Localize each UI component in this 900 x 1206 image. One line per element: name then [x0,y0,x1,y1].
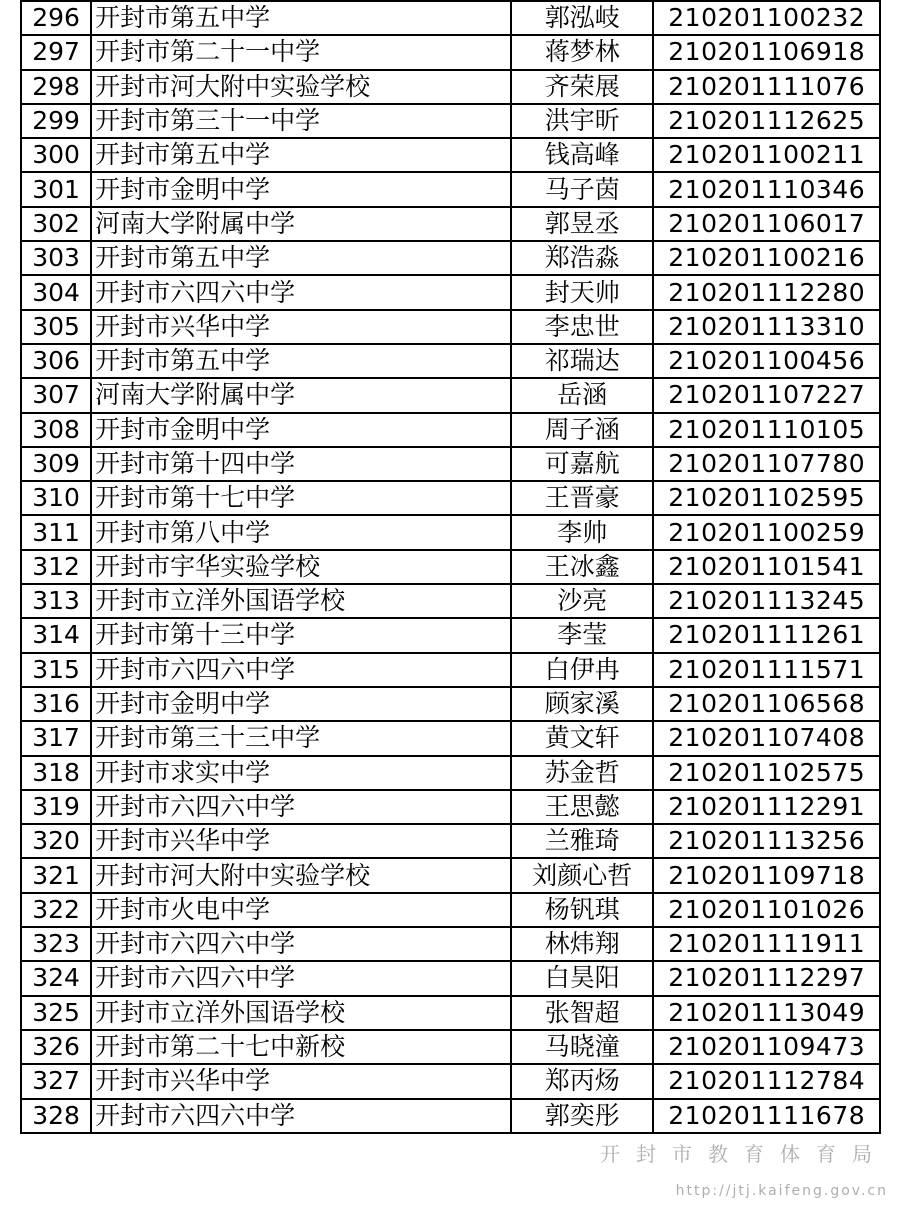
student-id-cell: 210201111678 [653,1099,880,1133]
table-row [21,756,880,790]
school-cell: 开封市六四六中学 [91,275,511,309]
student-id-cell: 210201113310 [653,310,880,344]
student-name-cell: 马子茵 [511,172,653,206]
student-id-cell: 210201100456 [653,344,880,378]
table-row [21,721,880,755]
school-cell: 开封市六四六中学 [91,961,511,995]
student-name-cell: 王冰鑫 [511,550,653,584]
student-name-cell: 王思懿 [511,790,653,824]
table-row [21,687,880,721]
student-id-cell: 210201106568 [653,687,880,721]
rank-cell: 300 [21,138,91,172]
student-id-cell: 210201107227 [653,378,880,412]
student-id-cell: 210201113245 [653,584,880,618]
student-name-cell: 郭昱丞 [511,207,653,241]
student-name-cell: 兰雅琦 [511,824,653,858]
rank-cell: 314 [21,618,91,652]
rank-cell: 320 [21,824,91,858]
table-row [21,584,880,618]
school-cell: 开封市兴华中学 [91,1064,511,1098]
rank-cell: 311 [21,515,91,549]
table-row [21,35,880,69]
student-id-cell: 210201112297 [653,961,880,995]
rank-cell: 326 [21,1030,91,1064]
school-cell: 开封市第五中学 [91,344,511,378]
student-id-cell: 210201109473 [653,1030,880,1064]
rank-cell: 298 [21,70,91,104]
student-name-cell: 李莹 [511,618,653,652]
rank-cell: 316 [21,687,91,721]
rank-cell: 317 [21,721,91,755]
student-id-cell: 210201101026 [653,893,880,927]
student-name-cell: 黄文轩 [511,721,653,755]
school-cell: 开封市六四六中学 [91,653,511,687]
table-row [21,618,880,652]
school-cell: 开封市第三十三中学 [91,721,511,755]
student-id-cell: 210201113049 [653,996,880,1030]
school-cell: 开封市求实中学 [91,756,511,790]
rank-cell: 325 [21,996,91,1030]
student-id-cell: 210201112291 [653,790,880,824]
school-cell: 开封市第三十一中学 [91,104,511,138]
school-cell: 开封市河大附中实验学校 [91,70,511,104]
rank-cell: 304 [21,275,91,309]
student-id-cell: 210201110346 [653,172,880,206]
school-cell: 开封市第五中学 [91,241,511,275]
student-name-cell: 郭泓岐 [511,1,653,35]
school-cell: 开封市金明中学 [91,172,511,206]
rank-cell: 297 [21,35,91,69]
student-name-cell: 白伊冉 [511,653,653,687]
school-cell: 开封市第十七中学 [91,481,511,515]
rank-cell: 324 [21,961,91,995]
watermark [598,1140,888,1202]
student-id-cell: 210201113256 [653,824,880,858]
school-cell: 河南大学附属中学 [91,378,511,412]
student-id-cell: 210201111571 [653,653,880,687]
table-row [21,550,880,584]
roster-body [21,1,880,1133]
student-id-cell: 210201100232 [653,1,880,35]
school-cell: 开封市六四六中学 [91,927,511,961]
school-cell: 河南大学附属中学 [91,207,511,241]
student-name-cell: 张智超 [511,996,653,1030]
table-row [21,207,880,241]
table-row [21,824,880,858]
student-id-cell: 210201112784 [653,1064,880,1098]
rank-cell: 309 [21,447,91,481]
student-name-cell: 郑丙炀 [511,1064,653,1098]
school-cell: 开封市第五中学 [91,1,511,35]
student-name-cell: 郭奕彤 [511,1099,653,1133]
student-name-cell: 齐荣展 [511,70,653,104]
student-id-cell: 210201107780 [653,447,880,481]
rank-cell: 302 [21,207,91,241]
student-id-cell: 210201107408 [653,721,880,755]
student-name-cell: 洪宇昕 [511,104,653,138]
student-name-cell: 沙亮 [511,584,653,618]
table-row [21,1,880,35]
student-id-cell: 210201102575 [653,756,880,790]
student-id-cell: 210201111076 [653,70,880,104]
rank-cell: 296 [21,1,91,35]
student-id-cell: 210201100216 [653,241,880,275]
student-id-cell: 210201111261 [653,618,880,652]
student-name-cell: 顾家溪 [511,687,653,721]
school-cell: 开封市立洋外国语学校 [91,584,511,618]
student-id-cell: 210201109718 [653,858,880,892]
student-name-cell: 马晓潼 [511,1030,653,1064]
table-row [21,138,880,172]
table-row [21,653,880,687]
table-row [21,447,880,481]
school-cell: 开封市第二十一中学 [91,35,511,69]
roster-table [20,0,881,1134]
school-cell: 开封市立洋外国语学校 [91,996,511,1030]
rank-cell: 315 [21,653,91,687]
watermark-url: http://jtj.kaifeng.gov.cn [675,1183,888,1199]
school-cell: 开封市六四六中学 [91,790,511,824]
student-name-cell: 祁瑞达 [511,344,653,378]
rank-cell: 306 [21,344,91,378]
rank-cell: 310 [21,481,91,515]
table-row [21,515,880,549]
rank-cell: 321 [21,858,91,892]
rank-cell: 328 [21,1099,91,1133]
student-id-cell: 210201100211 [653,138,880,172]
table-row [21,310,880,344]
table-row [21,70,880,104]
table-row [21,104,880,138]
student-name-cell: 封天帅 [511,275,653,309]
student-name-cell: 白昊阳 [511,961,653,995]
school-cell: 开封市第二十七中新校 [91,1030,511,1064]
student-name-cell: 李忠世 [511,310,653,344]
student-name-cell: 郑浩淼 [511,241,653,275]
rank-cell: 305 [21,310,91,344]
student-id-cell: 210201112625 [653,104,880,138]
table-row [21,172,880,206]
student-id-cell: 210201101541 [653,550,880,584]
table-row [21,961,880,995]
table-row [21,344,880,378]
student-name-cell: 王晋豪 [511,481,653,515]
table-row [21,858,880,892]
student-name-cell: 苏金哲 [511,756,653,790]
table-row [21,481,880,515]
student-name-cell: 可嘉航 [511,447,653,481]
student-id-cell: 210201110105 [653,413,880,447]
table-row [21,413,880,447]
table-row [21,927,880,961]
rank-cell: 327 [21,1064,91,1098]
rank-cell: 299 [21,104,91,138]
student-name-cell: 刘颜心哲 [511,858,653,892]
table-row [21,275,880,309]
table-row [21,1030,880,1064]
rank-cell: 319 [21,790,91,824]
school-cell: 开封市第八中学 [91,515,511,549]
school-cell: 开封市河大附中实验学校 [91,858,511,892]
student-name-cell: 李帅 [511,515,653,549]
school-cell: 开封市金明中学 [91,413,511,447]
rank-cell: 318 [21,756,91,790]
watermark-org: 开封市教育体育局 [600,1142,888,1166]
rank-cell: 308 [21,413,91,447]
table-row [21,1064,880,1098]
student-id-cell: 210201106918 [653,35,880,69]
student-name-cell: 林炜翔 [511,927,653,961]
rank-cell: 313 [21,584,91,618]
school-cell: 开封市第十三中学 [91,618,511,652]
table-row [21,893,880,927]
table-row [21,241,880,275]
school-cell: 开封市金明中学 [91,687,511,721]
rank-cell: 312 [21,550,91,584]
school-cell: 开封市火电中学 [91,893,511,927]
student-id-cell: 210201102595 [653,481,880,515]
student-id-cell: 210201100259 [653,515,880,549]
rank-cell: 303 [21,241,91,275]
school-cell: 开封市第十四中学 [91,447,511,481]
table-row [21,378,880,412]
student-name-cell: 杨钒琪 [511,893,653,927]
school-cell: 开封市六四六中学 [91,1099,511,1133]
rank-cell: 323 [21,927,91,961]
table-row [21,1099,880,1133]
table-row [21,996,880,1030]
student-name-cell: 岳涵 [511,378,653,412]
student-name-cell: 钱高峰 [511,138,653,172]
school-cell: 开封市宇华实验学校 [91,550,511,584]
school-cell: 开封市兴华中学 [91,824,511,858]
school-cell: 开封市第五中学 [91,138,511,172]
student-id-cell: 210201111911 [653,927,880,961]
school-cell: 开封市兴华中学 [91,310,511,344]
student-name-cell: 蒋梦林 [511,35,653,69]
student-id-cell: 210201106017 [653,207,880,241]
rank-cell: 307 [21,378,91,412]
rank-cell: 301 [21,172,91,206]
student-name-cell: 周子涵 [511,413,653,447]
table-row [21,790,880,824]
rank-cell: 322 [21,893,91,927]
student-id-cell: 210201112280 [653,275,880,309]
